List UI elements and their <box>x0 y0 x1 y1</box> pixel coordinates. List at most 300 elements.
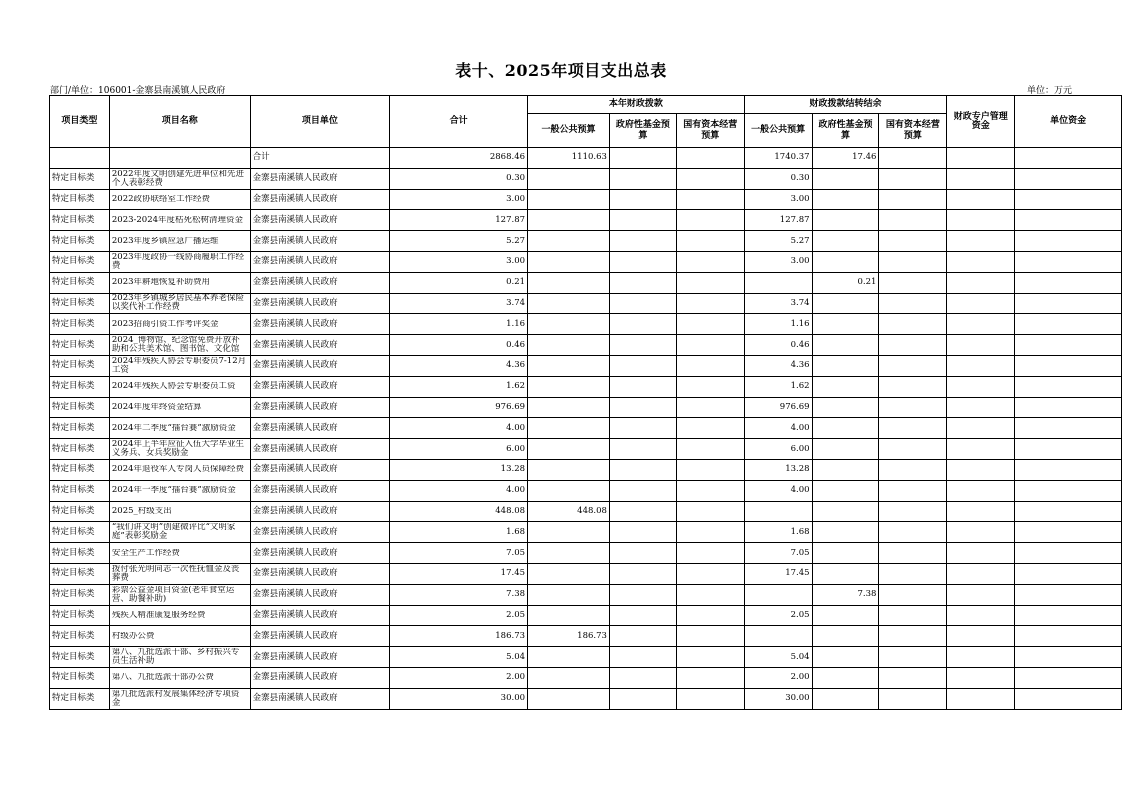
cell-g1-fund-budget <box>609 418 676 439</box>
cell-g2-fund-budget <box>812 314 879 335</box>
cell-project-name <box>109 439 250 460</box>
cell-g2-general-budget: 3.74 <box>744 293 812 314</box>
cell-project-unit: 金寨县南溪镇人民政府 <box>250 293 390 314</box>
cell-project-name <box>109 314 250 335</box>
table-row <box>50 210 1122 231</box>
cell-special-account-funds <box>947 459 1015 480</box>
project-name-text: “我们讲文明”创建微评比“文明家庭”表彰奖励金 <box>111 523 236 542</box>
cell-unit-funds <box>1015 459 1122 480</box>
cell-g2-general-budget <box>744 584 812 605</box>
table-row <box>50 231 1122 252</box>
cell-project-unit: 金寨县南溪镇人民政府 <box>250 418 390 439</box>
cell-g2-general-budget: 4.00 <box>744 480 812 501</box>
project-name-text: 2024年残疾人协会专职委员工资 <box>111 382 236 392</box>
header-g1-state-capital-budget: 国有资本经营预算 <box>676 114 744 148</box>
cell-g2-state-capital-budget <box>879 335 947 356</box>
cell-g2-state-capital-budget <box>879 293 947 314</box>
cell-unit-funds <box>1015 210 1122 231</box>
cell-g2-state-capital-budget <box>879 272 947 293</box>
cell-total: 13.28 <box>390 459 528 480</box>
cell-g2-general-budget: 4.36 <box>744 355 812 376</box>
cell-g2-fund-budget <box>812 480 879 501</box>
cell-project-type: 特定目标类 <box>50 459 110 480</box>
cell-g1-fund-budget <box>609 210 676 231</box>
cell-g2-general-budget: 1.62 <box>744 376 812 397</box>
cell-total: 2.05 <box>390 605 528 626</box>
cell-g1-fund-budget <box>609 355 676 376</box>
cell-unit-funds <box>1015 355 1122 376</box>
project-name-text: 2024年上半年应征入伍大学毕业生义务兵、女兵奖励金 <box>111 440 245 459</box>
cell-g2-state-capital-budget <box>879 376 947 397</box>
cell-g1-state-capital-budget <box>676 397 744 418</box>
cell-g1-state-capital-budget <box>676 501 744 522</box>
cell-g1-fund-budget <box>609 293 676 314</box>
table-body <box>50 148 1122 710</box>
cell-project-unit: 金寨县南溪镇人民政府 <box>250 168 390 189</box>
table-row <box>50 584 1122 605</box>
cell-g1-fund-budget <box>609 272 676 293</box>
cell-g2-state-capital-budget <box>879 605 947 626</box>
cell-g2-state-capital-budget <box>879 667 947 688</box>
cell-project-name <box>109 563 250 584</box>
cell-unit-funds <box>1015 376 1122 397</box>
cell-g2-general-budget: 1.68 <box>744 522 812 543</box>
cell-total: 186.73 <box>390 626 528 647</box>
cell-g1-general-budget <box>528 439 610 460</box>
cell-unit-funds <box>1015 688 1122 709</box>
cell-project-unit: 金寨县南溪镇人民政府 <box>250 231 390 252</box>
project-name-text: 第八、九批选派干部、乡村振兴专员生活补助 <box>111 648 240 667</box>
cell-g1-fund-budget <box>609 688 676 709</box>
cell-project-unit: 金寨县南溪镇人民政府 <box>250 563 390 584</box>
cell-g1-fund-budget <box>609 231 676 252</box>
cell-g1-fund-budget <box>609 439 676 460</box>
cell-g1-fund-budget <box>609 522 676 543</box>
cell-project-name <box>109 459 250 480</box>
cell-project-name <box>109 543 250 564</box>
header-g2-state-capital-budget: 国有资本经营预算 <box>879 114 947 148</box>
cell-g2-fund-budget <box>812 563 879 584</box>
cell-project-type: 特定目标类 <box>50 397 110 418</box>
cell-g1-state-capital-budget <box>676 376 744 397</box>
cell-project-type: 特定目标类 <box>50 667 110 688</box>
cell-g2-fund-budget <box>812 355 879 376</box>
cell-project-type: 特定目标类 <box>50 543 110 564</box>
cell-g1-state-capital-budget <box>676 168 744 189</box>
cell-g1-state-capital-budget <box>676 480 744 501</box>
cell-g2-general-budget: 0.30 <box>744 168 812 189</box>
cell-project-type: 特定目标类 <box>50 439 110 460</box>
cell-g2-state-capital-budget <box>879 688 947 709</box>
project-name-text: 村级办公费 <box>111 631 155 641</box>
cell-unit-funds <box>1015 168 1122 189</box>
cell-project-unit: 金寨县南溪镇人民政府 <box>250 335 390 356</box>
cell-g1-general-budget <box>528 667 610 688</box>
cell-special-account-funds <box>947 168 1015 189</box>
cell-project-name <box>109 293 250 314</box>
cell-total: 7.05 <box>390 543 528 564</box>
currency-unit-label: 单位：万元 <box>1026 86 1072 96</box>
cell-g2-fund-budget <box>812 522 879 543</box>
header-g2-general-budget: 一般公共预算 <box>744 114 812 148</box>
cell-project-unit: 金寨县南溪镇人民政府 <box>250 584 390 605</box>
table-row <box>50 251 1122 272</box>
cell-unit-funds <box>1015 418 1122 439</box>
cell-g1-fund-budget <box>609 397 676 418</box>
cell-unit-funds <box>1015 251 1122 272</box>
cell-project-unit: 金寨县南溪镇人民政府 <box>250 314 390 335</box>
project-name-text: 2023年耕地恢复补助费用 <box>111 278 211 288</box>
cell-total: 4.36 <box>390 355 528 376</box>
cell-project-type: 特定目标类 <box>50 293 110 314</box>
cell-project-unit: 金寨县南溪镇人民政府 <box>250 667 390 688</box>
project-name-text: 残疾人精准康复服务经费 <box>111 610 206 620</box>
cell-g1-state-capital-budget <box>676 314 744 335</box>
cell-special-account-funds <box>947 667 1015 688</box>
cell-project-unit: 金寨县南溪镇人民政府 <box>250 501 390 522</box>
cell-g1-state-capital-budget <box>676 335 744 356</box>
project-name-text: 2023-2024年度枯死松树清理资金 <box>111 215 244 225</box>
cell-special-account-funds <box>947 543 1015 564</box>
cell-project-name <box>109 168 250 189</box>
project-name-text: 2024年残疾人协会专职委员7-12月工资 <box>111 356 247 375</box>
cell-g1-general-budget: 448.08 <box>528 501 610 522</box>
cell-g2-general-budget: 5.04 <box>744 647 812 668</box>
cell-g2-general-budget: 1.16 <box>744 314 812 335</box>
cell-g2-general-budget: 4.00 <box>744 418 812 439</box>
table-row <box>50 293 1122 314</box>
cell-project-name <box>109 584 250 605</box>
cell-total: 448.08 <box>390 501 528 522</box>
cell-project-type: 特定目标类 <box>50 355 110 376</box>
table-row <box>50 168 1122 189</box>
cell-g1-general-budget <box>528 231 610 252</box>
cell-g2-general-budget: 30.00 <box>744 688 812 709</box>
cell-g2-general-budget: 1740.37 <box>744 148 812 169</box>
cell-g1-general-budget <box>528 335 610 356</box>
cell-project-name <box>109 418 250 439</box>
cell-g2-fund-budget <box>812 168 879 189</box>
cell-project-type: 特定目标类 <box>50 647 110 668</box>
cell-g1-fund-budget <box>609 251 676 272</box>
project-name-text: 2024年二季度“擂台赛”激励资金 <box>111 423 236 433</box>
cell-g2-fund-budget <box>812 251 879 272</box>
cell-g1-general-budget <box>528 168 610 189</box>
cell-special-account-funds <box>947 293 1015 314</box>
cell-g2-state-capital-budget <box>879 480 947 501</box>
cell-g2-general-budget: 6.00 <box>744 439 812 460</box>
cell-total: 976.69 <box>390 397 528 418</box>
cell-project-unit: 金寨县南溪镇人民政府 <box>250 251 390 272</box>
cell-g1-general-budget <box>528 522 610 543</box>
cell-project-type: 特定目标类 <box>50 584 110 605</box>
table-row <box>50 189 1122 210</box>
cell-project-name <box>109 667 250 688</box>
cell-total: 1.62 <box>390 376 528 397</box>
header-row-top <box>50 96 1122 114</box>
cell-project-name <box>109 189 250 210</box>
cell-project-unit: 金寨县南溪镇人民政府 <box>250 355 390 376</box>
cell-g2-general-budget: 2.05 <box>744 605 812 626</box>
cell-special-account-funds <box>947 522 1015 543</box>
cell-total: 5.04 <box>390 647 528 668</box>
cell-g1-fund-budget <box>609 605 676 626</box>
cell-project-type: 特定目标类 <box>50 418 110 439</box>
cell-project-type: 特定目标类 <box>50 522 110 543</box>
table-row <box>50 272 1122 293</box>
table-row <box>50 480 1122 501</box>
table-row <box>50 543 1122 564</box>
project-name-text: 彩票公益金项目资金(老年食堂运营、助餐补助) <box>111 585 235 604</box>
cell-project-name <box>109 501 250 522</box>
cell-g1-fund-budget <box>609 314 676 335</box>
cell-g1-fund-budget <box>609 667 676 688</box>
table-row <box>50 605 1122 626</box>
project-name-text: 2022年度文明创建先进单位和先进个人表彰经费 <box>111 169 245 188</box>
cell-project-type: 特定目标类 <box>50 210 110 231</box>
project-name-text: 2023招商引资工作考评奖金 <box>111 319 219 329</box>
cell-g2-fund-budget <box>812 626 879 647</box>
cell-project-unit: 金寨县南溪镇人民政府 <box>250 626 390 647</box>
header-g1-fund-budget: 政府性基金预算 <box>609 114 676 148</box>
header-g2-fund-budget: 政府性基金预算 <box>812 114 879 148</box>
cell-total: 127.87 <box>390 210 528 231</box>
cell-special-account-funds <box>947 210 1015 231</box>
header-project-name: 项目名称 <box>109 96 250 148</box>
cell-g1-state-capital-budget <box>676 543 744 564</box>
cell-g1-general-budget: 186.73 <box>528 626 610 647</box>
cell-g1-state-capital-budget <box>676 272 744 293</box>
cell-g2-state-capital-budget <box>879 168 947 189</box>
cell-project-name <box>109 626 250 647</box>
cell-g2-general-budget: 976.69 <box>744 397 812 418</box>
cell-g2-fund-budget <box>812 667 879 688</box>
cell-g1-general-budget <box>528 293 610 314</box>
cell-total: 4.00 <box>390 480 528 501</box>
cell-project-name <box>109 688 250 709</box>
cell-g2-state-capital-budget <box>879 189 947 210</box>
cell-project-unit: 金寨县南溪镇人民政府 <box>250 210 390 231</box>
cell-g2-general-budget: 127.87 <box>744 210 812 231</box>
table-row <box>50 335 1122 356</box>
cell-project-name <box>109 355 250 376</box>
cell-g1-fund-budget <box>609 543 676 564</box>
cell-g1-general-budget <box>528 584 610 605</box>
project-name-text: 2023年乡镇城乡居民基本养老保险以奖代补工作经费 <box>111 294 245 313</box>
cell-g2-fund-budget <box>812 397 879 418</box>
table-row <box>50 376 1122 397</box>
cell-project-name <box>109 397 250 418</box>
cell-g2-state-capital-budget <box>879 563 947 584</box>
cell-g1-general-budget <box>528 647 610 668</box>
table-row <box>50 459 1122 480</box>
cell-project-unit: 金寨县南溪镇人民政府 <box>250 647 390 668</box>
cell-g2-general-budget: 7.05 <box>744 543 812 564</box>
cell-special-account-funds <box>947 335 1015 356</box>
table-row <box>50 626 1122 647</box>
cell-g1-state-capital-budget <box>676 293 744 314</box>
cell-project-type: 特定目标类 <box>50 335 110 356</box>
cell-g2-state-capital-budget <box>879 418 947 439</box>
cell-g1-fund-budget <box>609 501 676 522</box>
cell-unit-funds <box>1015 314 1122 335</box>
cell-g2-general-budget: 13.28 <box>744 459 812 480</box>
cell-project-name <box>109 480 250 501</box>
cell-special-account-funds <box>947 480 1015 501</box>
cell-g1-general-budget <box>528 210 610 231</box>
project-name-text: 2024年退役军人专岗人员保障经费 <box>111 465 245 475</box>
cell-g1-fund-budget <box>609 459 676 480</box>
cell-special-account-funds <box>947 355 1015 376</box>
cell-project-type: 特定目标类 <box>50 314 110 335</box>
cell-unit-funds <box>1015 148 1122 169</box>
cell-project-unit: 金寨县南溪镇人民政府 <box>250 688 390 709</box>
table-row <box>50 647 1122 668</box>
header-g1-general-budget: 一般公共预算 <box>528 114 610 148</box>
cell-total: 0.21 <box>390 272 528 293</box>
cell-g2-fund-budget <box>812 418 879 439</box>
cell-g1-fund-budget <box>609 480 676 501</box>
cell-project-unit: 合计 <box>250 148 390 169</box>
project-name-text: 拨付张光明同志一次性抚恤金及丧葬费 <box>111 564 240 583</box>
cell-project-name <box>109 605 250 626</box>
cell-special-account-funds <box>947 647 1015 668</box>
cell-project-unit: 金寨县南溪镇人民政府 <box>250 376 390 397</box>
cell-special-account-funds <box>947 418 1015 439</box>
header-total: 合计 <box>390 96 528 148</box>
cell-total: 6.00 <box>390 439 528 460</box>
cell-g1-general-budget: 1110.63 <box>528 148 610 169</box>
project-name-text: 第九批选派村发展集体经济专项资金 <box>111 689 240 708</box>
cell-total: 0.30 <box>390 168 528 189</box>
cell-project-type: 特定目标类 <box>50 189 110 210</box>
cell-total: 3.00 <box>390 189 528 210</box>
table-row <box>50 397 1122 418</box>
cell-project-unit: 金寨县南溪镇人民政府 <box>250 397 390 418</box>
project-name-text: 2023年度政协一线协商履职工作经费 <box>111 252 245 271</box>
cell-project-name <box>109 251 250 272</box>
cell-unit-funds <box>1015 480 1122 501</box>
cell-g2-state-capital-budget <box>879 647 947 668</box>
cell-project-type: 特定目标类 <box>50 605 110 626</box>
cell-project-unit: 金寨县南溪镇人民政府 <box>250 459 390 480</box>
project-name-text: 2024年度年终资金结算 <box>111 402 202 412</box>
cell-total: 7.38 <box>390 584 528 605</box>
cell-project-type: 特定目标类 <box>50 626 110 647</box>
cell-unit-funds <box>1015 335 1122 356</box>
cell-g1-fund-budget <box>609 168 676 189</box>
cell-g2-state-capital-budget <box>879 459 947 480</box>
cell-g2-state-capital-budget <box>879 148 947 169</box>
cell-g1-general-budget <box>528 376 610 397</box>
report-title: 表十、2025年项目支出总表 <box>455 61 667 80</box>
cell-g2-fund-budget <box>812 189 879 210</box>
cell-g1-general-budget <box>528 543 610 564</box>
cell-project-name <box>109 335 250 356</box>
project-name-text: 2024年一季度“擂台赛”激励资金 <box>111 486 236 496</box>
table-row <box>50 501 1122 522</box>
cell-project-name <box>109 647 250 668</box>
cell-g2-general-budget: 5.27 <box>744 231 812 252</box>
cell-unit-funds <box>1015 439 1122 460</box>
cell-g1-state-capital-budget <box>676 439 744 460</box>
cell-unit-funds <box>1015 189 1122 210</box>
cell-g2-general-budget: 3.00 <box>744 189 812 210</box>
cell-g2-fund-budget: 17.46 <box>812 148 879 169</box>
cell-g1-state-capital-budget <box>676 231 744 252</box>
cell-total: 30.00 <box>390 688 528 709</box>
cell-total: 0.46 <box>390 335 528 356</box>
cell-g1-state-capital-budget <box>676 626 744 647</box>
cell-g1-general-budget <box>528 459 610 480</box>
cell-special-account-funds <box>947 439 1015 460</box>
cell-special-account-funds <box>947 688 1015 709</box>
cell-unit-funds <box>1015 563 1122 584</box>
cell-g2-fund-budget <box>812 376 879 397</box>
cell-g1-state-capital-budget <box>676 418 744 439</box>
project-name-text: 第八、九批选派干部办公费 <box>111 673 214 683</box>
cell-g2-fund-budget <box>812 688 879 709</box>
cell-g2-general-budget <box>744 272 812 293</box>
cell-g2-fund-budget <box>812 335 879 356</box>
cell-g1-fund-budget <box>609 376 676 397</box>
cell-g2-state-capital-budget <box>879 584 947 605</box>
table-row <box>50 355 1122 376</box>
cell-g2-general-budget <box>744 626 812 647</box>
cell-g2-fund-budget <box>812 459 879 480</box>
cell-project-name <box>109 522 250 543</box>
cell-g1-fund-budget <box>609 189 676 210</box>
cell-g2-state-capital-budget <box>879 231 947 252</box>
cell-g2-fund-budget: 0.21 <box>812 272 879 293</box>
cell-g1-fund-budget <box>609 584 676 605</box>
cell-unit-funds <box>1015 647 1122 668</box>
cell-g2-state-capital-budget <box>879 501 947 522</box>
project-name-text: 2023年度乡镇应急广播运维 <box>111 236 219 246</box>
cell-g1-state-capital-budget <box>676 522 744 543</box>
cell-g1-state-capital-budget <box>676 647 744 668</box>
header-current-year-appropriation: 本年财政拨款 <box>528 96 745 114</box>
table-row <box>50 314 1122 335</box>
cell-g2-state-capital-budget <box>879 522 947 543</box>
cell-g1-general-budget <box>528 251 610 272</box>
total-row <box>50 148 1122 169</box>
header-carryover-balance: 财政拨款结转结余 <box>744 96 947 114</box>
cell-project-type: 特定目标类 <box>50 480 110 501</box>
cell-g2-fund-budget: 7.38 <box>812 584 879 605</box>
cell-g2-fund-budget <box>812 210 879 231</box>
cell-g2-fund-budget <box>812 231 879 252</box>
header-special-account-funds: 财政专户管理资金 <box>947 96 1015 148</box>
table-row <box>50 667 1122 688</box>
cell-special-account-funds <box>947 605 1015 626</box>
cell-special-account-funds <box>947 397 1015 418</box>
cell-total: 17.45 <box>390 563 528 584</box>
cell-total: 1.16 <box>390 314 528 335</box>
cell-g1-general-budget <box>528 189 610 210</box>
cell-g1-state-capital-budget <box>676 355 744 376</box>
cell-g2-fund-budget <box>812 293 879 314</box>
cell-special-account-funds <box>947 376 1015 397</box>
cell-g1-general-budget <box>528 688 610 709</box>
cell-g2-general-budget: 17.45 <box>744 563 812 584</box>
table-row <box>50 688 1122 709</box>
cell-g1-fund-budget <box>609 335 676 356</box>
cell-unit-funds <box>1015 667 1122 688</box>
cell-unit-funds <box>1015 626 1122 647</box>
cell-g1-general-budget <box>528 418 610 439</box>
cell-project-unit: 金寨县南溪镇人民政府 <box>250 522 390 543</box>
